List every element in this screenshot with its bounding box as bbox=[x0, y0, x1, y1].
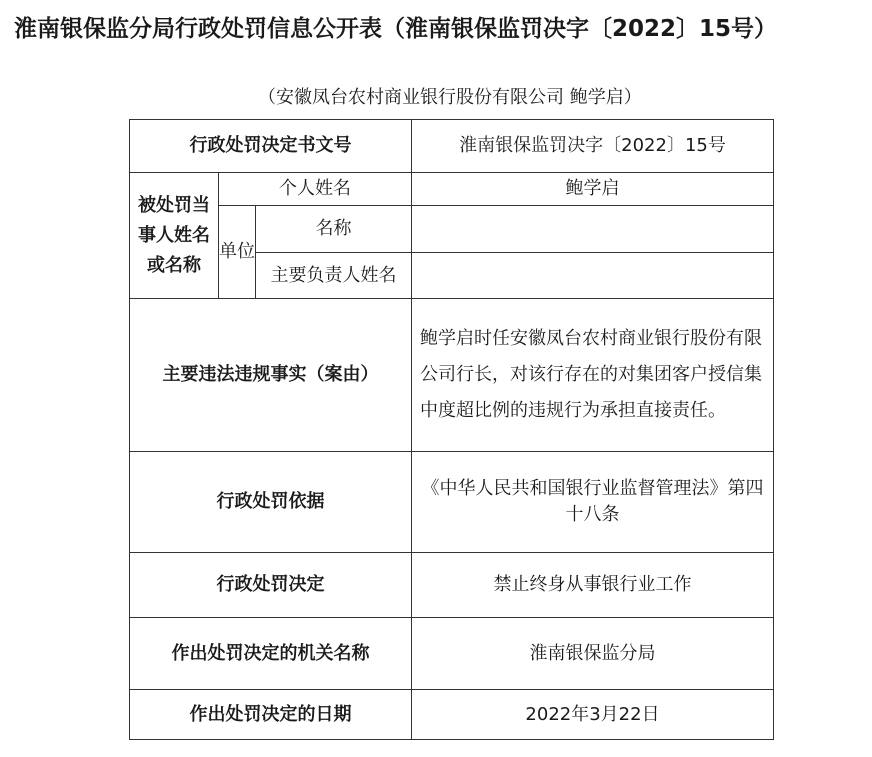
decision-no-value: 淮南银保监罚决字〔2022〕15号 bbox=[412, 120, 774, 173]
authority-label: 作出处罚决定的机关名称 bbox=[130, 618, 412, 690]
basis-label: 行政处罚依据 bbox=[130, 452, 412, 553]
date-value: 2022年3月22日 bbox=[412, 690, 774, 740]
unit-leader-label: 主要负责人姓名 bbox=[256, 253, 412, 299]
page-subtitle: （安徽凤台农村商业银行股份有限公司 鲍学启） bbox=[258, 87, 642, 108]
unit-name-value bbox=[412, 206, 774, 253]
penalty-table bbox=[129, 119, 774, 740]
table-row bbox=[130, 173, 774, 206]
individual-value: 鲍学启 bbox=[412, 173, 774, 206]
date-label: 作出处罚决定的日期 bbox=[130, 690, 412, 740]
table-row bbox=[130, 618, 774, 690]
unit-label: 单位 bbox=[219, 206, 256, 299]
table-row bbox=[130, 120, 774, 173]
individual-label: 个人姓名 bbox=[219, 173, 412, 206]
table-row bbox=[130, 452, 774, 553]
authority-value: 淮南银保监分局 bbox=[412, 618, 774, 690]
table-row bbox=[130, 553, 774, 618]
table-row bbox=[130, 299, 774, 452]
decision-value: 禁止终身从事银行业工作 bbox=[412, 553, 774, 618]
unit-name-label: 名称 bbox=[256, 206, 412, 253]
decision-no-label: 行政处罚决定书文号 bbox=[130, 120, 412, 173]
basis-value: 《中华人民共和国银行业监督管理法》第四十八条 bbox=[412, 452, 774, 553]
facts-value: 鲍学启时任安徽凤台农村商业银行股份有限公司行长，对该行存在的对集团客户授信集中度超比例的违规行为承担直接责任。 bbox=[412, 299, 774, 452]
facts-label: 主要违法违规事实（案由） bbox=[130, 299, 412, 452]
party-label: 被处罚当事人姓名或名称 bbox=[130, 173, 219, 299]
unit-leader-value bbox=[412, 253, 774, 299]
table-row bbox=[130, 690, 774, 740]
page-title: 淮南银保监分局行政处罚信息公开表（淮南银保监罚决字〔2022〕15号） bbox=[14, 16, 778, 42]
table-row bbox=[130, 206, 774, 253]
decision-label: 行政处罚决定 bbox=[130, 553, 412, 618]
